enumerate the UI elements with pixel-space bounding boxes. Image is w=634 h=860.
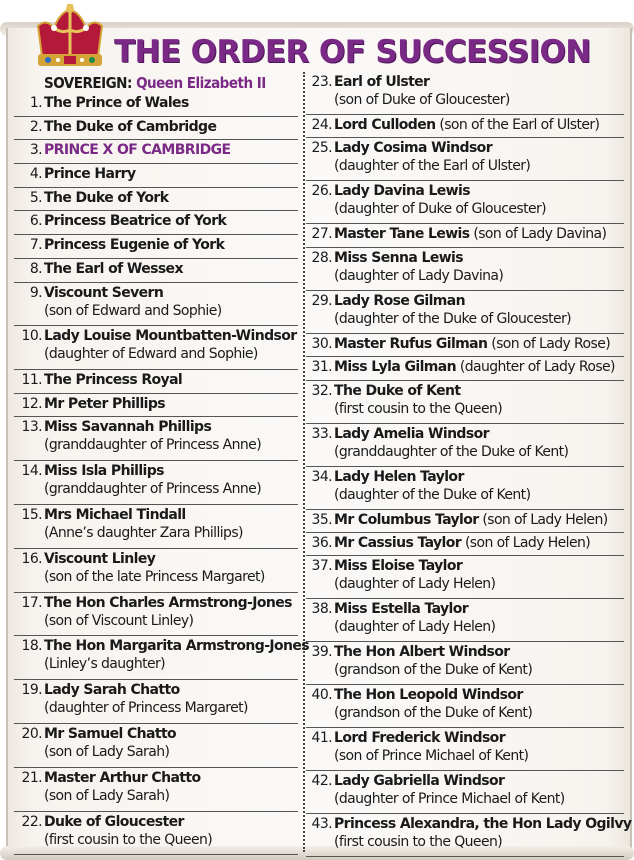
entry-name: [44, 328, 297, 344]
entry-number: 18.: [21, 638, 42, 655]
succession-entry: [14, 593, 298, 637]
entry-name: [334, 687, 523, 703]
entry-name-text: The Princess Royal: [44, 372, 183, 389]
entry-name: [334, 226, 606, 242]
entry-name-text: Lady Louise Mountbatten-Windsor: [44, 328, 297, 345]
entry-name-text: Lord Culloden: [334, 117, 436, 133]
entry-name-text: Princess Beatrice of York: [44, 213, 227, 230]
entry-number: 2.: [29, 118, 42, 135]
entry-name-text: Lady Helen Taylor: [334, 468, 464, 485]
entry-name-text: Lady Cosima Windsor: [334, 140, 493, 157]
entry-number: 19.: [21, 682, 42, 699]
succession-entry: [306, 115, 624, 138]
sovereign-name: Queen Elizabeth II: [136, 74, 266, 92]
entry-name-text: Master Rufus Gilman: [334, 335, 488, 352]
entry-number: 36.: [311, 534, 332, 551]
entry-name: [334, 383, 461, 399]
entry-relation: (daughter of Prince Michael of Kent): [334, 791, 565, 808]
entry-number: 11.: [21, 372, 42, 389]
entry-number: 42.: [311, 773, 332, 790]
entry-name-text: Master Tane Lewis: [334, 226, 470, 243]
entry-name-text: Lady Sarah Chatto: [44, 682, 180, 699]
entry-number: 13.: [21, 419, 42, 436]
entry-number: 28.: [311, 249, 332, 266]
entry-number: 15.: [21, 507, 42, 524]
entry-name: [44, 726, 176, 742]
entry-number: 22.: [21, 813, 42, 830]
entry-name-text: Miss Savannah Phillips: [44, 419, 212, 436]
entry-name: [334, 512, 608, 528]
entry-name-text: The Hon Albert Windsor: [334, 644, 510, 661]
succession-entry: [306, 599, 624, 642]
page-title: THE ORDER OF SUCCESSION: [114, 34, 591, 70]
succession-entry: [306, 291, 624, 334]
succession-entry: [306, 467, 624, 510]
entry-name-text: Viscount Severn: [44, 284, 164, 301]
entry-name: [44, 396, 165, 412]
entry-number: 24.: [311, 117, 332, 133]
succession-entry: [306, 642, 624, 685]
entry-number: 4.: [29, 166, 42, 183]
entry-name-text: Miss Eloise Taylor: [334, 558, 463, 575]
entry-name: [44, 551, 155, 567]
entry-number: 39.: [311, 644, 332, 661]
entry-name: [44, 142, 230, 158]
succession-entry: [14, 636, 310, 680]
succession-entry: [14, 188, 298, 212]
succession-entry: [14, 140, 298, 164]
entry-name: [44, 190, 168, 206]
succession-entry: [306, 685, 624, 728]
entry-number: 9.: [29, 284, 42, 301]
entry-number: 31.: [311, 359, 332, 376]
entry-relation-inline: (son of Lady Davina): [469, 226, 607, 243]
entry-name-text: Prince Harry: [44, 166, 136, 183]
succession-entry: [306, 334, 624, 357]
entry-number: 35.: [311, 511, 332, 528]
entry-relation: (first cousin to the Queen): [44, 831, 213, 848]
entry-name-text: Duke of Gloucester: [44, 813, 184, 830]
sovereign-line: [44, 74, 266, 92]
entry-number: 37.: [311, 558, 332, 575]
succession-entry: [14, 235, 298, 259]
entry-name-text: The Earl of Wessex: [44, 260, 183, 277]
entry-name: [44, 682, 180, 698]
column-divider: [303, 72, 305, 852]
succession-entry: [306, 510, 624, 533]
entry-relation: (daughter of Lady Helen): [334, 619, 496, 636]
entry-name: [334, 117, 599, 133]
entry-relation: (daughter of Lady Helen): [334, 576, 496, 593]
succession-entry: [14, 680, 298, 724]
entry-relation: (son of the late Princess Margaret): [44, 568, 265, 585]
entry-name-text: Viscount Linley: [44, 550, 156, 567]
succession-entry: [306, 556, 624, 599]
entry-number: 38.: [311, 601, 332, 618]
entry-name-text: The Hon Charles Armstrong-Jones: [44, 594, 292, 611]
entry-name: [334, 773, 504, 789]
entry-name-text: Mr Samuel Chatto: [44, 726, 177, 743]
entry-number: 20.: [21, 726, 42, 743]
entry-relation-inline: (daughter of Lady Rose): [455, 359, 615, 376]
entry-name: [44, 814, 184, 830]
succession-entry: [14, 394, 298, 418]
entry-name-text: Master Arthur Chatto: [44, 769, 201, 786]
entry-name-text: Lady Amelia Windsor: [334, 425, 489, 442]
entry-relation: (son of Edward and Sophie): [44, 302, 222, 319]
succession-entry: [14, 768, 298, 812]
entry-relation-inline: (son of Lady Rose): [487, 335, 611, 352]
entry-number: 7.: [29, 237, 42, 254]
succession-entry: [14, 417, 298, 461]
succession-entry: [306, 533, 624, 556]
entry-number: 12.: [21, 395, 42, 412]
entry-relation: (daughter of Lady Davina): [334, 267, 504, 284]
entry-number: 30.: [311, 335, 332, 352]
entry-relation: (daughter of Duke of Gloucester): [334, 201, 546, 218]
entry-relation: (son of Prince Michael of Kent): [334, 748, 529, 765]
entry-name: [44, 770, 201, 786]
entry-name-text: Lady Davina Lewis: [334, 183, 470, 200]
entry-name: [44, 463, 164, 479]
entry-name-text: The Hon Margarita Armstrong-Jones: [44, 638, 310, 655]
entry-relation: (son of Viscount Linley): [44, 612, 194, 629]
entry-number: 40.: [311, 687, 332, 704]
succession-entry: [14, 93, 298, 117]
entry-number: 3.: [29, 142, 42, 159]
entry-relation-inline: (son of Lady Helen): [478, 511, 608, 528]
entry-relation: (first cousin to the Queen): [334, 400, 503, 417]
succession-entry: [306, 357, 624, 380]
succession-entry: [306, 138, 624, 181]
succession-entry: [306, 814, 632, 857]
entry-name: [334, 469, 464, 485]
succession-entry: [14, 283, 298, 327]
entry-relation: (first cousin to the Queen): [334, 834, 503, 851]
succession-entry: [14, 117, 298, 141]
entry-name: [44, 372, 182, 388]
entry-name: [334, 336, 610, 352]
entry-relation: (daughter of the Earl of Ulster): [334, 158, 531, 175]
entry-relation: (son of Lady Sarah): [44, 744, 170, 761]
entry-name-text: Princess Eugenie of York: [44, 237, 225, 254]
entry-number: 41.: [311, 730, 332, 747]
entry-relation-inline: (son of the Earl of Ulster): [435, 117, 600, 133]
entry-number: 27.: [311, 226, 332, 243]
entry-number: 17.: [21, 594, 42, 611]
entry-number: 16.: [21, 550, 42, 567]
entry-name-text: The Duke of York: [44, 189, 169, 206]
entry-name: [44, 237, 224, 253]
crown-icon: [34, 4, 106, 70]
entry-name: [44, 166, 136, 182]
entry-name: [334, 74, 429, 90]
entry-name-text: Earl of Ulster: [334, 74, 430, 90]
succession-entry: [14, 326, 298, 370]
entry-relation: (grandson of the Duke of Kent): [334, 705, 533, 722]
entry-number: 14.: [21, 463, 42, 480]
entry-name: [334, 644, 510, 660]
entry-name: [44, 261, 183, 277]
entry-name: [334, 558, 462, 574]
entry-name: [334, 250, 463, 266]
entry-name: [44, 507, 186, 523]
succession-entry: [306, 72, 624, 115]
entry-name-text: Mr Cassius Taylor: [334, 534, 462, 551]
entry-name: [44, 638, 309, 654]
entry-name-text: Miss Estella Taylor: [334, 601, 469, 618]
entry-number: 1.: [29, 95, 42, 111]
entry-name: [44, 213, 226, 229]
succession-entry: [14, 164, 298, 188]
succession-entry: [306, 224, 624, 247]
succession-entry: [14, 370, 298, 394]
entry-relation: (daughter of Princess Margaret): [44, 700, 248, 717]
entry-name-text: The Duke of Kent: [334, 382, 461, 399]
entry-relation: (granddaughter of Princess Anne): [44, 481, 262, 498]
entry-name: [44, 95, 189, 111]
entry-name: [334, 730, 505, 746]
succession-entry: [306, 181, 624, 224]
entry-name: [44, 419, 211, 435]
entry-name-text: Lord Frederick Windsor: [334, 730, 505, 747]
entry-name-text: Miss Lyla Gilman: [334, 359, 456, 376]
entry-number: 6.: [29, 213, 42, 230]
entry-relation: (daughter of Edward and Sophie): [44, 346, 258, 363]
succession-entry: [306, 728, 624, 771]
entry-name: [334, 359, 615, 375]
succession-entry: [306, 771, 624, 814]
succession-entry: [14, 724, 298, 768]
entry-name-text: Mr Peter Phillips: [44, 395, 166, 412]
entry-name-text: PRINCE X OF CAMBRIDGE: [44, 142, 231, 159]
entry-number: 26.: [311, 183, 332, 200]
succession-entry: [14, 211, 298, 235]
entry-name-text: Miss Isla Phillips: [44, 463, 164, 480]
entry-relation: (daughter of the Duke of Kent): [334, 486, 531, 503]
entry-name: [334, 426, 489, 442]
succession-entry: [306, 424, 624, 467]
entry-name: [334, 601, 468, 617]
entry-relation: (son of Duke of Gloucester): [334, 92, 510, 108]
entry-name-text: The Duke of Cambridge: [44, 118, 217, 135]
entry-number: 32.: [311, 382, 332, 399]
succession-entry: [14, 505, 298, 549]
entry-relation: (Anne’s daughter Zara Phillips): [44, 525, 243, 542]
entry-number: 5.: [29, 189, 42, 206]
entry-name-text: The Hon Leopold Windsor: [334, 687, 523, 704]
entry-name: [44, 595, 292, 611]
entry-number: 21.: [21, 769, 42, 786]
entry-relation: (grandson of the Duke of Kent): [334, 662, 533, 679]
entry-name: [334, 183, 470, 199]
entry-name: [334, 140, 492, 156]
entry-number: 43.: [311, 816, 332, 833]
entry-relation: (granddaughter of the Duke of Kent): [334, 443, 569, 460]
succession-entry: [306, 381, 624, 424]
succession-entry: [14, 461, 298, 505]
entry-number: 8.: [29, 260, 42, 277]
entry-name-text: Lady Gabriella Windsor: [334, 773, 505, 790]
succession-entry: [14, 259, 298, 283]
succession-entry: [306, 248, 624, 291]
entry-name: [334, 535, 590, 551]
entry-name-text: Mrs Michael Tindall: [44, 507, 186, 524]
succession-entry: [14, 549, 298, 593]
entry-number: 10.: [21, 328, 42, 345]
entry-number: 33.: [311, 425, 332, 442]
sovereign-label: SOVEREIGN:: [44, 74, 132, 92]
entry-number: 25.: [311, 140, 332, 157]
succession-list-left: [14, 93, 310, 855]
entry-relation: (granddaughter of Princess Anne): [44, 437, 262, 454]
entry-name-text: Princess Alexandra, the Hon Lady Ogilvy: [334, 816, 632, 833]
entry-number: 34.: [311, 468, 332, 485]
entry-relation: (Linley’s daughter): [44, 656, 166, 673]
succession-list-right: [306, 72, 632, 857]
entry-name: [44, 285, 163, 301]
entry-name-text: Lady Rose Gilman: [334, 292, 465, 309]
succession-entry: [14, 812, 298, 856]
entry-name: [334, 816, 631, 832]
entry-name: [334, 293, 465, 309]
entry-relation: (son of Lady Sarah): [44, 787, 170, 804]
entry-relation-inline: (son of Lady Helen): [461, 534, 591, 551]
entry-name-text: The Prince of Wales: [44, 95, 189, 111]
entry-name-text: Miss Senna Lewis: [334, 249, 463, 266]
entry-relation: (daughter of the Duke of Gloucester): [334, 310, 572, 327]
entry-name: [44, 119, 216, 135]
entry-number: 29.: [311, 292, 332, 309]
entry-number: 23.: [311, 74, 332, 90]
entry-name-text: Mr Columbus Taylor: [334, 511, 479, 528]
